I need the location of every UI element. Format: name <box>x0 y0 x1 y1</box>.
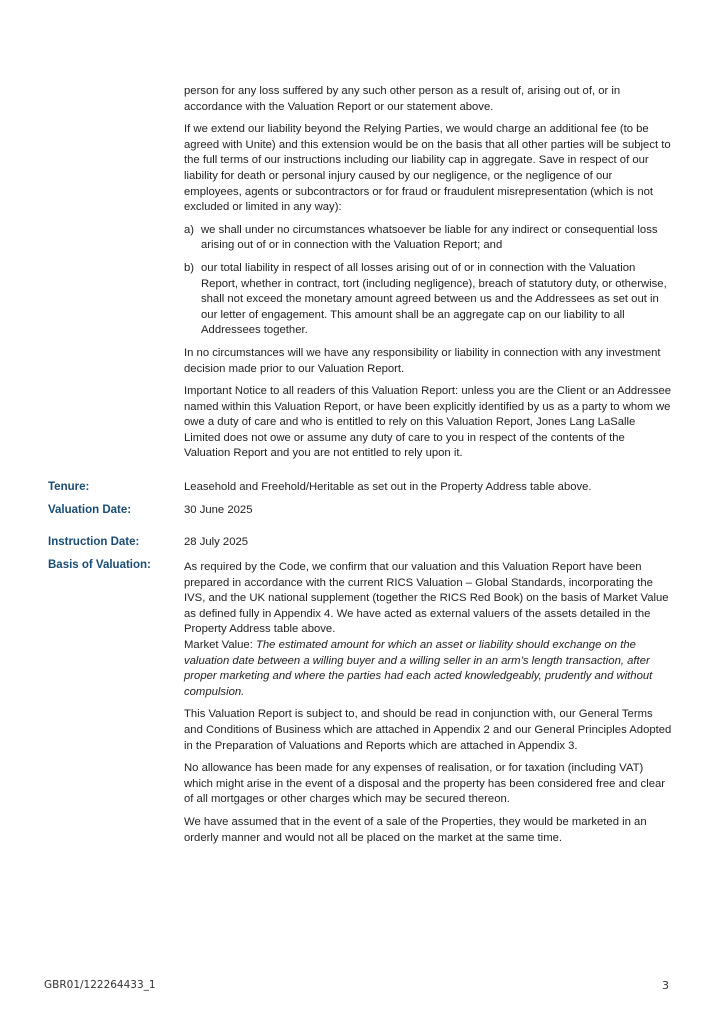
important-notice: Important Notice to all readers of this Valuation Report: unless you are the Client or an Addressee named within this Valuation Report, or have been explicitly identified by us as a party to whom we owe a duty of care and who is entitled to rely on this Valuation Report, Jones Lang LaSalle Limited does not owe or assume any duty of care to you in respect of the contents of the Valuation Report and you are not entitled to rely upon it. <box>184 385 672 460</box>
document-reference: GBR01/122264433_1 <box>44 979 156 991</box>
valuation-date-value: 30 June 2025 <box>184 504 253 516</box>
basis-paragraph-3: No allowance has been made for any expenses of realisation, or for taxation (including VAT) which might arise in the event of a disposal and the property has been considered free and clear of all mortgages or other charges which may be secured thereon. <box>184 762 666 806</box>
intro-paragraph-2: If we extend our liability beyond the Relying Parties, we would charge an additional fee (to be agreed with Unite) and this extension would be on the basis that all other parties will be subject to the full terms of our instructions including our liability cap in aggregate. Save in respect of our liability for death or personal injury caused by our negligence, or the negligence of our employees, agents or subcontractors or for fraud or fraudulent misrepresentation (which is not excluded or limited in any way): <box>184 123 671 214</box>
market-value-definition <box>184 638 672 700</box>
intro-paragraph-3: In no circumstances will we have any responsibility or liability in connection with any investment decision made prior to our Valuation Report. <box>184 346 661 375</box>
liability-section <box>184 84 672 469</box>
valuation-date-label: Valuation Date: <box>48 504 132 516</box>
tenure-value: Leasehold and Freehold/Heritable as set out in the Property Address table above. <box>184 481 592 493</box>
tenure-label: Tenure: <box>48 481 90 493</box>
basis-of-valuation-label: Basis of Valuation: <box>48 559 151 571</box>
market-value-label: Market Value: <box>184 638 256 651</box>
list-marker: a) <box>184 223 195 236</box>
list-item-text: we shall under no circumstances whatsoever be liable for any indirect or consequential loss arising out of or in connection with the Valuation Report; and <box>201 223 658 252</box>
basis-paragraph-1: As required by the Code, we confirm that our valuation and this Valuation Report have been prepared in accordance with the current RICS Valuation – Global Standards, incorporating the IVS, and the UK national supplement (together the RICS Red Book) on the basis of Market Value as defined fully in Appendix 4. We have acted as external valuers of the assets detailed in the Property Address table above. <box>184 561 669 636</box>
list-item <box>184 223 672 254</box>
list-marker: b) <box>184 261 195 274</box>
list-item-text: our total liability in respect of all losses arising out of or in connection with the Valuation Report, whether in contract, tort (including negligence), breach of statutory duty, or otherwise, shall not exceed the monetary amount agreed between us and the Addressees as set out in our letter of engagement. This amount shall be an aggregate cap on our liability to all Addressees together. <box>201 261 667 337</box>
list-item <box>184 261 672 339</box>
basis-paragraph-4: We have assumed that in the event of a sale of the Properties, they would be marketed in an orderly manner and would not all be placed on the market at the same time. <box>184 815 647 844</box>
instruction-date-label: Instruction Date: <box>48 536 140 548</box>
basis-paragraph-2: This Valuation Report is subject to, and should be read in conjunction with, our General Terms and Conditions of Business which are attached in Appendix 2 and our General Principles Adopted in the Preparation of Valuations and Reports which are attached in Appendix 3. <box>184 708 672 752</box>
page-number: 3 <box>662 979 669 992</box>
intro-paragraph-1: person for any loss suffered by any such other person as a result of, arising out of, or in accordance with the Valuation Report or our statement above. <box>184 85 621 113</box>
instruction-date-value: 28 July 2025 <box>184 536 249 548</box>
market-value-text: The estimated amount for which an asset or liability should exchange on the valuation date between a willing buyer and a willing seller in an arm’s length transaction, after proper marketing and where the parties had each acted knowledgeably, prudently and without compulsion. <box>184 638 653 698</box>
basis-of-valuation-section <box>184 560 672 853</box>
